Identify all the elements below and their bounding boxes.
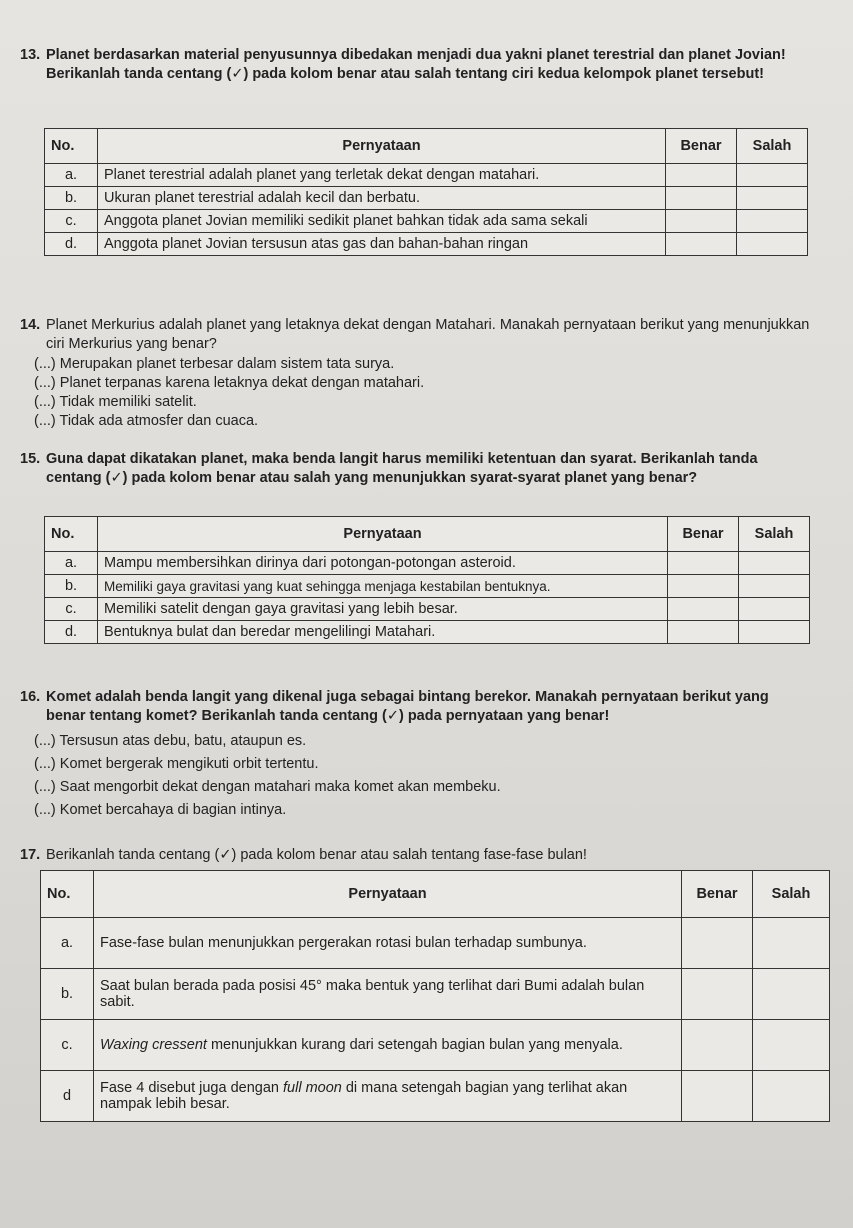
question-16	[20, 688, 810, 822]
table-header-row	[45, 129, 808, 164]
true-checkbox-cell[interactable]	[666, 164, 737, 187]
false-checkbox-cell[interactable]	[753, 918, 830, 969]
col-statement: Pernyataan	[98, 129, 666, 164]
q15-table	[44, 516, 810, 644]
question-number: 15.	[20, 451, 41, 467]
row-label: a.	[45, 552, 98, 575]
option-item[interactable]: (...) Saat mengorbit dekat dengan matahari maka komet akan membeku.	[34, 779, 501, 795]
question-14	[20, 316, 810, 431]
q17-table	[40, 870, 830, 1122]
row-statement: Memiliki gaya gravitasi yang kuat sehingga menjaga kestabilan bentuknya.	[98, 575, 668, 598]
true-checkbox-cell[interactable]	[666, 210, 737, 233]
question-text: Planet Merkurius adalah planet yang letaknya dekat dengan Matahari. Manakah pernyataan berikut yang menunjukkan ciri Merkurius yang benar?	[46, 317, 810, 352]
table-row	[45, 598, 810, 621]
row-statement: Planet terestrial adalah planet yang terletak dekat dengan matahari.	[98, 164, 666, 187]
false-checkbox-cell[interactable]	[737, 210, 808, 233]
row-statement: Saat bulan berada pada posisi 45° maka bentuk yang terlihat dari Bumi adalah bulan sabit.	[94, 969, 682, 1020]
row-statement: Memiliki satelit dengan gaya gravitasi yang lebih besar.	[98, 598, 668, 621]
row-label: d.	[45, 233, 98, 256]
true-checkbox-cell[interactable]	[682, 1071, 753, 1122]
question-text: Planet berdasarkan material penyusunnya dibedakan menjadi dua yakni planet terestrial dan planet Jovian! Berikanlah tanda centang (✓) pada kolom benar atau salah tentang ciri kedua kelompok planet tersebut!	[46, 47, 786, 82]
row-label: a.	[45, 164, 98, 187]
col-no: No.	[45, 517, 98, 552]
col-statement: Pernyataan	[98, 517, 668, 552]
option-item[interactable]: (...) Tidak ada atmosfer dan cuaca.	[34, 413, 259, 429]
true-checkbox-cell[interactable]	[666, 187, 737, 210]
q16-options	[34, 730, 810, 822]
row-statement: Ukuran planet terestrial adalah kecil dan berbatu.	[98, 187, 666, 210]
row-statement	[94, 1020, 682, 1071]
statement-rest: di mana setengah bagian yang terlihat akan nampak lebih besar.	[100, 1080, 628, 1112]
option-item[interactable]: (...) Komet bergerak mengikuti orbit tertentu.	[34, 756, 319, 772]
italic-term: full moon	[283, 1080, 342, 1096]
true-checkbox-cell[interactable]	[668, 598, 739, 621]
row-label: b.	[45, 187, 98, 210]
false-checkbox-cell[interactable]	[739, 552, 810, 575]
option-item[interactable]: (...) Komet bercahaya di bagian intinya.	[34, 802, 287, 818]
row-statement: Fase-fase bulan menunjukkan pergerakan rotasi bulan terhadap sumbunya.	[94, 918, 682, 969]
question-15	[20, 450, 810, 488]
col-true: Benar	[682, 871, 753, 918]
false-checkbox-cell[interactable]	[753, 1071, 830, 1122]
option-item[interactable]: (...) Planet terpanas karena letaknya dekat dengan matahari.	[34, 375, 425, 391]
true-checkbox-cell[interactable]	[668, 552, 739, 575]
false-checkbox-cell[interactable]	[739, 621, 810, 644]
row-label: c.	[45, 210, 98, 233]
question-text: Guna dapat dikatakan planet, maka benda langit harus memiliki ketentuan dan syarat. Berikanlah tanda centang (✓) pada kolom benar atau salah yang menunjukkan syarat-syarat planet yang benar?	[46, 451, 758, 486]
table-row	[41, 918, 830, 969]
row-label: b.	[45, 575, 98, 598]
question-17	[20, 846, 820, 865]
false-checkbox-cell[interactable]	[739, 598, 810, 621]
italic-term: Waxing cressent	[100, 1037, 207, 1053]
q14-options	[34, 355, 810, 431]
col-statement: Pernyataan	[94, 871, 682, 918]
false-checkbox-cell[interactable]	[753, 1020, 830, 1071]
col-no: No.	[45, 129, 98, 164]
col-false: Salah	[753, 871, 830, 918]
question-text: Berikanlah tanda centang (✓) pada kolom benar atau salah tentang fase-fase bulan!	[46, 847, 587, 863]
option-item[interactable]: (...) Merupakan planet terbesar dalam sistem tata surya.	[34, 356, 395, 372]
true-checkbox-cell[interactable]	[666, 233, 737, 256]
statement-rest: menunjukkan kurang dari setengah bagian bulan yang menyala.	[206, 1037, 623, 1053]
row-label: d.	[45, 621, 98, 644]
col-true: Benar	[668, 517, 739, 552]
row-statement: Mampu membersihkan dirinya dari potongan-potongan asteroid.	[98, 552, 668, 575]
false-checkbox-cell[interactable]	[737, 233, 808, 256]
question-14-prompt	[20, 316, 810, 354]
option-item[interactable]: (...) Tersusun atas debu, batu, ataupun es.	[34, 733, 307, 749]
false-checkbox-cell[interactable]	[739, 575, 810, 598]
table-row	[45, 210, 808, 233]
true-checkbox-cell[interactable]	[682, 1020, 753, 1071]
true-checkbox-cell[interactable]	[668, 575, 739, 598]
false-checkbox-cell[interactable]	[753, 969, 830, 1020]
col-false: Salah	[737, 129, 808, 164]
false-checkbox-cell[interactable]	[737, 187, 808, 210]
q13-table	[44, 128, 808, 256]
row-label: b.	[41, 969, 94, 1020]
col-no: No.	[41, 871, 94, 918]
row-label: c.	[45, 598, 98, 621]
question-text: Komet adalah benda langit yang dikenal juga sebagai bintang berekor. Manakah pernyataan berikut yang benar tentang komet? Berikanlah tanda centang (✓) pada pernyataan yang benar!	[46, 689, 769, 724]
row-statement: Anggota planet Jovian tersusun atas gas dan bahan-bahan ringan	[98, 233, 666, 256]
row-label: a.	[41, 918, 94, 969]
true-checkbox-cell[interactable]	[668, 621, 739, 644]
col-true: Benar	[666, 129, 737, 164]
question-number: 16.	[20, 689, 41, 705]
question-13-prompt	[20, 46, 810, 84]
row-label: c.	[41, 1020, 94, 1071]
option-item[interactable]: (...) Tidak memiliki satelit.	[34, 394, 197, 410]
table-row	[45, 552, 810, 575]
question-16-prompt	[20, 688, 810, 726]
question-number: 13.	[20, 47, 41, 63]
table-header-row	[41, 871, 830, 918]
table-row	[45, 233, 808, 256]
row-statement: Bentuknya bulat dan beredar mengelilingi Matahari.	[98, 621, 668, 644]
question-17-prompt	[20, 846, 820, 865]
true-checkbox-cell[interactable]	[682, 969, 753, 1020]
question-number: 14.	[20, 317, 41, 333]
row-label: d	[41, 1071, 94, 1122]
question-15-prompt	[20, 450, 810, 488]
table-header-row	[45, 517, 810, 552]
table-row	[45, 621, 810, 644]
question-number: 17.	[20, 847, 41, 863]
row-statement	[94, 1071, 682, 1122]
question-13	[20, 46, 810, 84]
row-statement: Anggota planet Jovian memiliki sedikit planet bahkan tidak ada sama sekali	[98, 210, 666, 233]
table-row	[41, 1020, 830, 1071]
table-row	[41, 1071, 830, 1122]
table-row	[41, 969, 830, 1020]
table-row	[45, 187, 808, 210]
statement-pre: Fase 4 disebut juga dengan	[100, 1080, 283, 1096]
table-row	[45, 575, 810, 598]
false-checkbox-cell[interactable]	[737, 164, 808, 187]
true-checkbox-cell[interactable]	[682, 918, 753, 969]
col-false: Salah	[739, 517, 810, 552]
table-row	[45, 164, 808, 187]
